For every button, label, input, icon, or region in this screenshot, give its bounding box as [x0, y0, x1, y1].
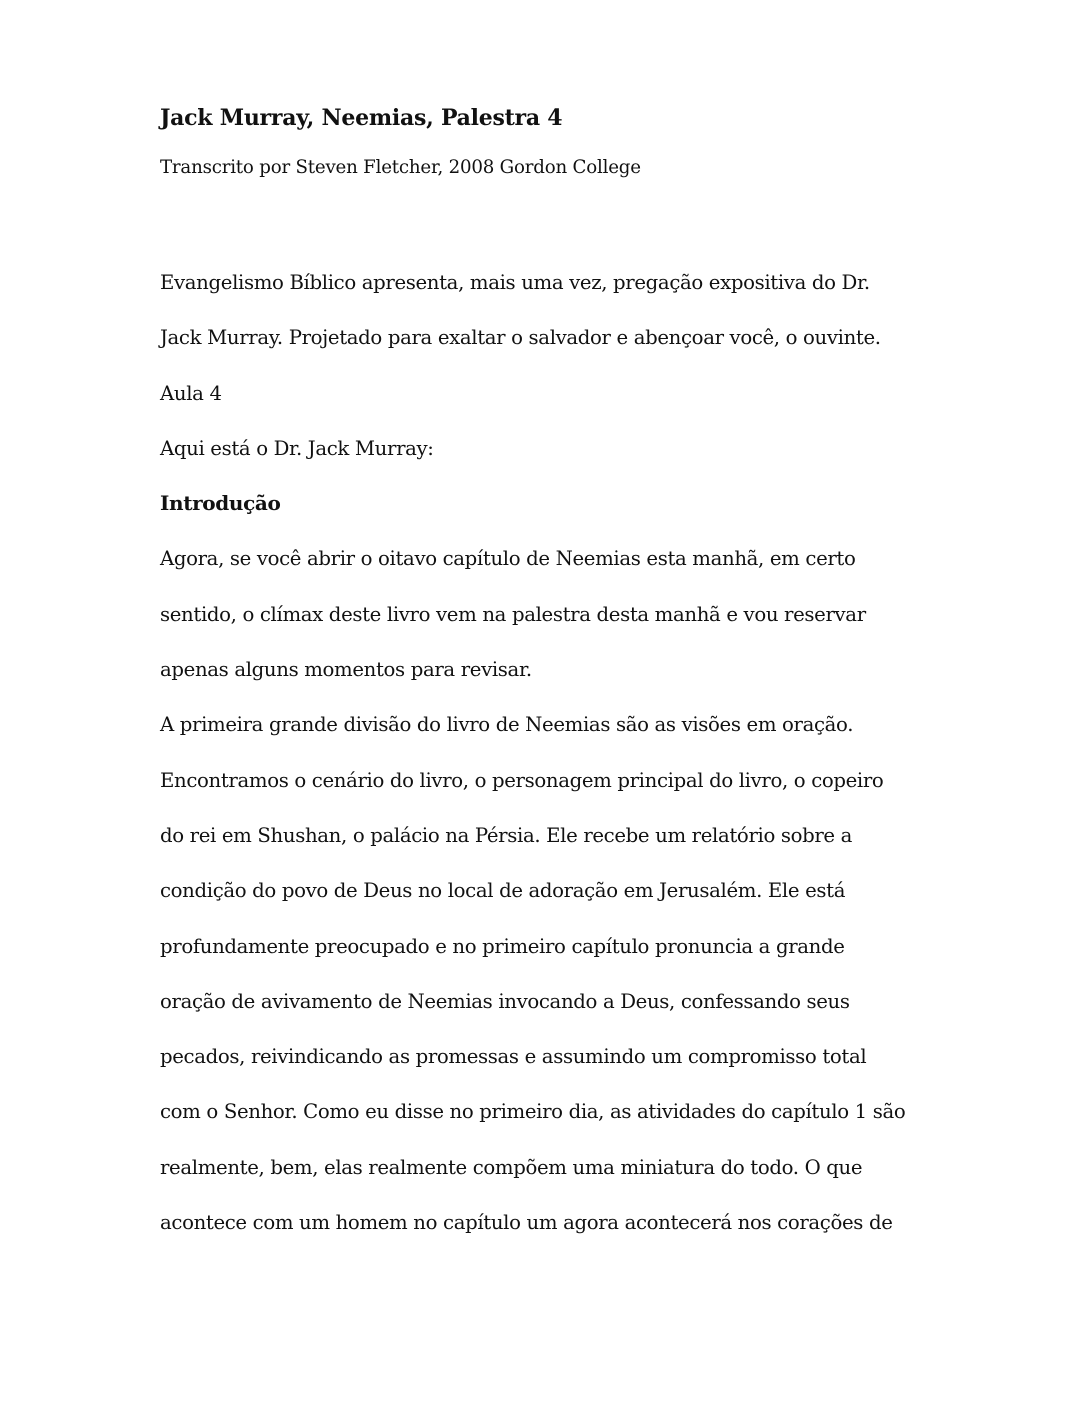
- document-header: [160, 102, 950, 180]
- body-line: Aqui está o Dr. Jack Murray:: [160, 436, 434, 460]
- section-line: condição do povo de Deus no local de adoração em Jerusalém. Ele está: [160, 879, 846, 903]
- section-line: A primeira grande divisão do livro de Neemias são as visões em oração.: [160, 713, 854, 737]
- section-line: pecados, reivindicando as promessas e assumindo um compromisso total: [160, 1045, 867, 1069]
- section-line: acontece com um homem no capítulo um agora acontecerá nos corações de: [160, 1211, 893, 1235]
- section-line: sentido, o clímax deste livro vem na palestra desta manhã e vou reservar: [160, 602, 866, 626]
- section-line: apenas alguns momentos para revisar.: [160, 658, 532, 682]
- body-line: Aula 4: [160, 381, 222, 405]
- section-line: Encontramos o cenário do livro, o personagem principal do livro, o copeiro: [160, 768, 884, 792]
- section-line: Agora, se você abrir o oitavo capítulo de Neemias esta manhã, em certo: [160, 547, 856, 571]
- document-subtitle: Transcrito por Steven Fletcher, 2008 Gordon College: [160, 157, 641, 178]
- body-line: Evangelismo Bíblico apresenta, mais uma vez, pregação expositiva do Dr.: [160, 271, 870, 294]
- document-title: Jack Murray, Neemias, Palestra 4: [160, 105, 563, 131]
- section-line: profundamente preocupado e no primeiro capítulo pronuncia a grande: [160, 934, 845, 958]
- section-line: oração de avivamento de Neemias invocando a Deus, confessando seus: [160, 989, 850, 1013]
- section-line: do rei em Shushan, o palácio na Pérsia. Ele recebe um relatório sobre a: [160, 823, 853, 847]
- section-line: realmente, bem, elas realmente compõem uma miniatura do todo. O que: [160, 1155, 863, 1179]
- document-body: [160, 266, 950, 1261]
- body-line: Jack Murray. Projetado para exaltar o salvador e abençoar você, o ouvinte.: [160, 326, 881, 350]
- section-heading: Introdução: [160, 491, 281, 516]
- section-line: com o Senhor. Como eu disse no primeiro dia, as atividades do capítulo 1 são: [160, 1100, 906, 1124]
